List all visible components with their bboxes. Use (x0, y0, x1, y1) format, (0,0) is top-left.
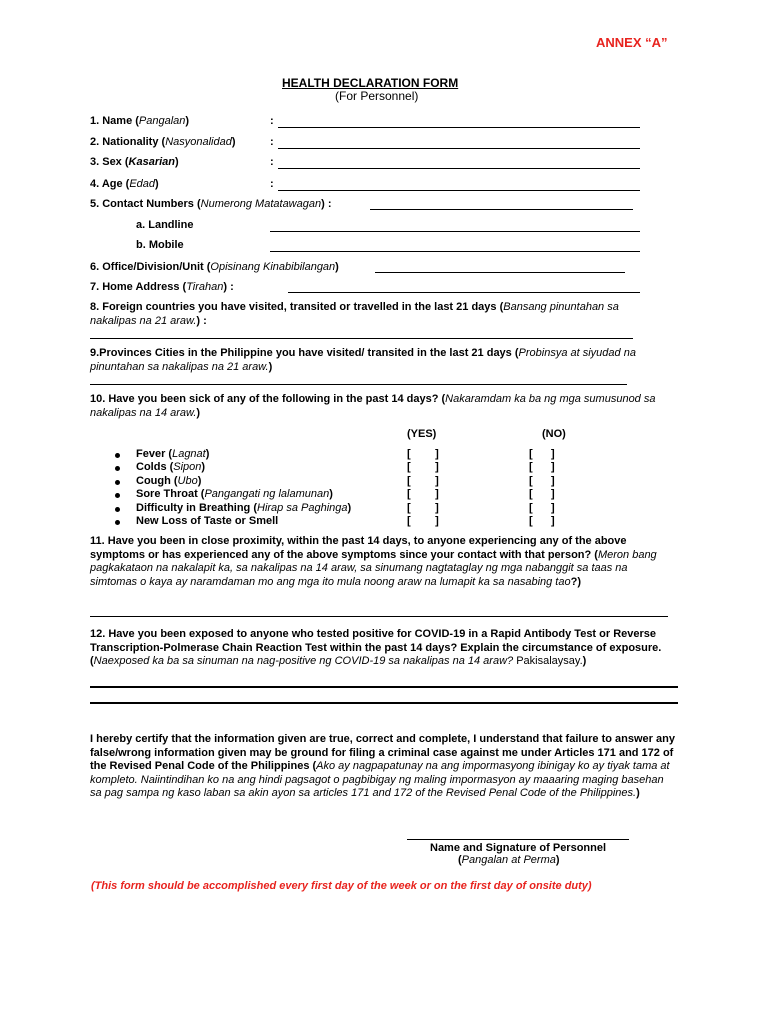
question-10: 10. Have you been sick of any of the following in the past 14 days? (Nakaramdam ka ba ng mga sumusunod sa nakalipas na 14 araw.) (90, 393, 656, 419)
certification-statement: I hereby certify that the information given are true, correct and complete, I understand that failure to answer any false/wrong information given may be ground for filing a criminal case against me under Articles 171 and 172 of the Revised Penal Code of the Philippines (Ako ay nagpapatunay na ang impormasyong ibinigay ko ay tiyak tama at kompleto. Naiintindihan ko na ang hindi pagsagot o pagbibigay ng maling impormasyon ay maaaring maging basehan sa pag sampa ng kaso laban sa akin ayon sa articles 171 and 172 of the Revised Penal Code of the Philippines.) (90, 733, 675, 800)
symptom-label: Difficulty in Breathing (Hirap sa Paghinga) (136, 501, 352, 514)
yes-checkbox[interactable]: [ ] (407, 474, 439, 487)
bullet-icon (115, 453, 120, 458)
question-8: 8. Foreign countries you have visited, transited or travelled in the last 21 days (Bansang pinuntahan sa nakalipas na 21 araw.) : (90, 301, 619, 327)
symptom-label: Sore Throat (Pangangati ng lalamunan) (136, 488, 333, 501)
no-checkbox[interactable]: [ ] (529, 448, 555, 460)
signature-line[interactable] (407, 839, 629, 840)
yes-checkbox[interactable]: [ ] (407, 488, 439, 501)
office-input[interactable] (375, 272, 625, 273)
question-9: 9.Provinces Cities in the Philippine you have visited/ transited in the last 21 days (Probinsya at siyudad na pinuntahan sa nakalipas na 21 araw.) (90, 347, 636, 373)
name-input[interactable] (278, 127, 640, 128)
age-label: 4. Age (Edad) (90, 178, 159, 190)
no-checkbox[interactable]: [ ] (529, 515, 555, 527)
no-checkbox[interactable]: [ ] (529, 461, 555, 474)
landline-label: a. Landline (136, 219, 194, 231)
home-address-label: 7. Home Address (Tirahan) : (90, 281, 234, 293)
no-checkbox[interactable]: [ ] (529, 501, 555, 514)
question-8-input[interactable] (90, 338, 633, 339)
no-checkbox[interactable]: [ ] (529, 488, 555, 501)
nationality-colon: : (270, 136, 274, 148)
question-12-input-line-2[interactable] (90, 702, 678, 704)
question-12: 12. Have you been exposed to anyone who tested positive for COVID-19 in a Rapid Antibody Test or Reverse Transcription-Polmerase Chain Reaction Test within the past 14 days? Explain the circumstance of exposure. (Naexposed ka ba sa sinuman na nag-positive ng COVID-19 sa nakalipas na 14 araw? Pakisalaysay.) (90, 628, 662, 668)
office-label: 6. Office/Division/Unit (Opisinang Kinabibilangan) (90, 261, 339, 273)
name-colon: : (270, 115, 274, 127)
nationality-input[interactable] (278, 148, 640, 149)
contact-input[interactable] (370, 209, 633, 210)
sex-label: 3. Sex (Kasarian) (90, 156, 179, 168)
landline-input[interactable] (270, 231, 640, 232)
form-title: HEALTH DECLARATION FORM (282, 76, 459, 90)
yes-checkbox[interactable]: [ ] (407, 515, 439, 527)
annex-label: ANNEX “A” (596, 35, 668, 50)
symptom-label: New Loss of Taste or Smell (136, 515, 279, 527)
footer-note: (This form should be accomplished every first day of the week or on the first day of onsite duty) (91, 880, 592, 892)
form-subtitle: (For Personnel) (335, 89, 419, 103)
mobile-label: b. Mobile (136, 239, 184, 251)
yes-checkbox[interactable]: [ ] (407, 448, 439, 460)
contact-label: 5. Contact Numbers (Numerong Matatawagan) : (90, 198, 332, 210)
no-checkbox[interactable]: [ ] (529, 474, 555, 487)
sex-input[interactable] (278, 168, 640, 169)
signature-label: Name and Signature of Personnel (430, 842, 607, 854)
symptom-label: Cough (Ubo) (136, 474, 202, 487)
yes-checkbox[interactable]: [ ] (407, 501, 439, 514)
bullet-icon (115, 507, 120, 512)
symptom-label: Fever (Lagnat) (136, 448, 210, 460)
age-input[interactable] (278, 190, 640, 191)
yes-checkbox[interactable]: [ ] (407, 461, 439, 474)
question-11: 11. Have you been in close proximity, within the past 14 days, to anyone experiencing any of the above symptoms or has experienced any of the above symptoms since your contact with that person? (Meron bang pagkakataon na nakalapit ka, sa nakalipas na 14 araw, sa sinumang nagtataglay ng mga nabanggit sa taas na simtomas o kaya ay naramdaman mo ang mga ito mula noong araw na lumapit ka sa nasabing tao?) (90, 535, 657, 588)
age-colon: : (270, 178, 274, 190)
symptom-label: Colds (Sipon) (136, 461, 206, 474)
name-label: 1. Name (Pangalan) (90, 115, 190, 127)
home-address-input[interactable] (288, 292, 640, 293)
bullet-icon (115, 520, 120, 525)
question-9-input[interactable] (90, 384, 627, 385)
signature-label-tl: (Pangalan at Perma) (458, 854, 560, 866)
bullet-icon (115, 466, 120, 471)
bullet-icon (115, 493, 120, 498)
bullet-icon (115, 480, 120, 485)
nationality-label: 2. Nationality (Nasyonalidad) (90, 136, 236, 148)
no-column-label: (NO) (542, 428, 566, 440)
question-11-input[interactable] (90, 616, 668, 617)
sex-colon: : (270, 156, 274, 168)
question-12-input-line-1[interactable] (90, 686, 678, 688)
yes-column-label: (YES) (407, 428, 437, 440)
mobile-input[interactable] (270, 251, 640, 252)
